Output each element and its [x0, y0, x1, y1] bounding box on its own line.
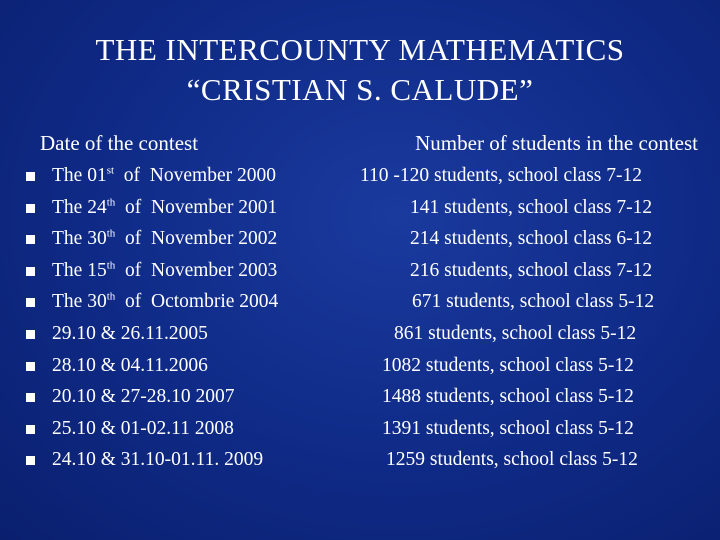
- contest-date: The 15th of November 2003: [52, 259, 278, 281]
- list-item: [0, 223, 720, 255]
- list-item: [0, 444, 720, 476]
- list-item: [0, 318, 720, 350]
- student-count: 216 students, school class 7-12: [410, 259, 653, 281]
- student-count: 141 students, school class 7-12: [410, 196, 653, 218]
- square-bullet-icon: [26, 330, 35, 339]
- student-count: 1082 students, school class 5-12: [382, 354, 634, 376]
- contest-date: 25.10 & 01-02.11 2008: [52, 417, 234, 439]
- contest-date: 28.10 & 04.11.2006: [52, 354, 208, 376]
- square-bullet-icon: [26, 456, 35, 465]
- list-item: [0, 350, 720, 382]
- square-bullet-icon: [26, 362, 35, 371]
- list-item: [0, 160, 720, 192]
- square-bullet-icon: [26, 425, 35, 434]
- square-bullet-icon: [26, 235, 35, 244]
- list-item: [0, 192, 720, 224]
- contest-date: The 30th of November 2002: [52, 227, 278, 250]
- square-bullet-icon: [26, 172, 35, 181]
- square-bullet-icon: [26, 298, 35, 307]
- student-count: 861 students, school class 5-12: [394, 322, 637, 344]
- title-line-2: “CRISTIAN S. CALUDE”: [186, 72, 534, 107]
- list-item: [0, 286, 720, 318]
- square-bullet-icon: [26, 393, 35, 402]
- student-count: 1259 students, school class 5-12: [386, 449, 638, 471]
- square-bullet-icon: [26, 267, 35, 276]
- student-count: 214 students, school class 6-12: [410, 228, 653, 250]
- contest-date: The 24th of November 2001: [52, 196, 278, 218]
- list-item: [0, 255, 720, 287]
- student-count: 1488 students, school class 5-12: [382, 386, 634, 408]
- student-count: 1391 students, school class 5-12: [382, 417, 634, 439]
- contest-date: The 01st of November 2000: [52, 164, 276, 186]
- student-count: 671 students, school class 5-12: [412, 291, 655, 313]
- contest-date: 24.10 & 31.10-01.11. 2009: [52, 449, 264, 471]
- contest-date: 20.10 & 27-28.10 2007: [52, 386, 235, 408]
- contest-date: The 30th of Octombrie 2004: [52, 290, 279, 313]
- list-item: [0, 381, 720, 413]
- contest-list: [0, 160, 720, 476]
- column-headers: [0, 131, 720, 161]
- contest-date: 29.10 & 26.11.2005: [52, 322, 208, 344]
- student-count: 110 -120 students, school class 7-12: [360, 165, 642, 186]
- slide-title: [0, 30, 720, 110]
- list-item: [0, 413, 720, 445]
- count-column-header: Number of students in the contest: [415, 131, 698, 155]
- square-bullet-icon: [26, 204, 35, 213]
- title-line-1: THE INTERCOUNTY MATHEMATICS: [95, 32, 625, 67]
- date-column-header: Date of the contest: [40, 131, 199, 155]
